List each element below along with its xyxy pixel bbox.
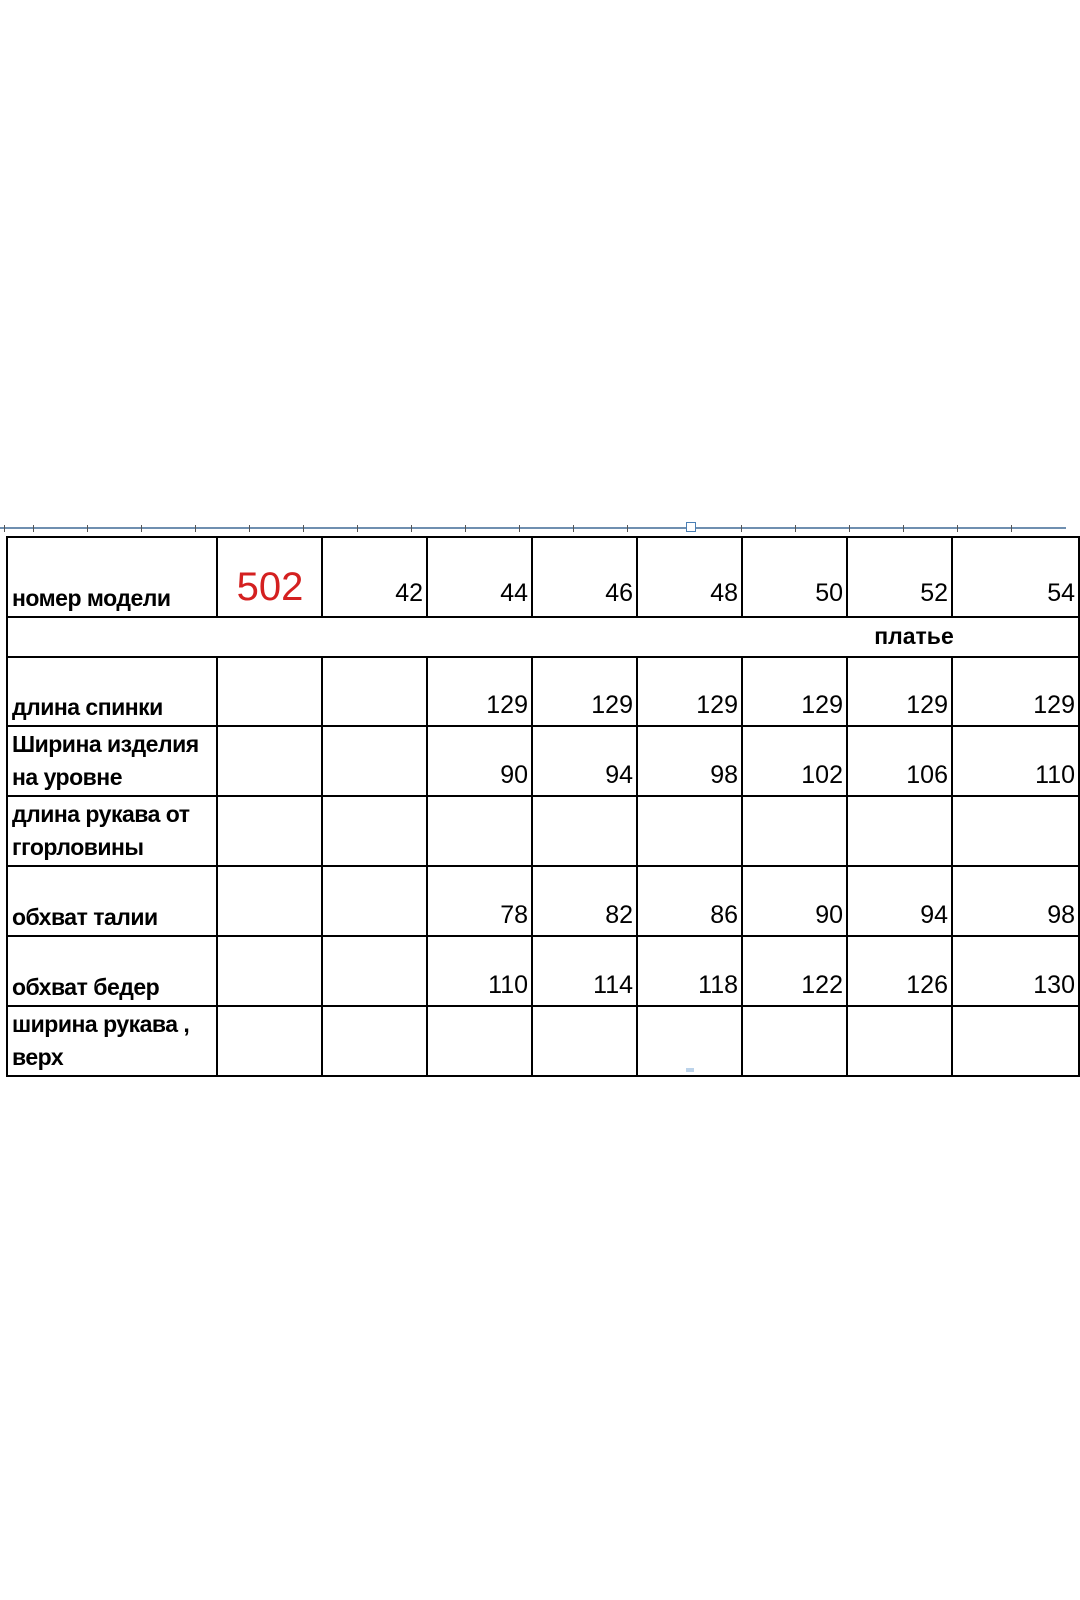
section-title-cell [7, 617, 1079, 657]
table-cell: 126 [847, 936, 952, 1006]
ruler-tick [4, 525, 5, 532]
ruler-tick [357, 525, 358, 532]
table-cell [427, 796, 532, 866]
size-header-cell: 42 [322, 537, 427, 617]
table-row [7, 726, 1079, 796]
measurement-label: ширина рукава , верх [7, 1006, 217, 1076]
table-cell [952, 1006, 1079, 1076]
ruler-tick [903, 525, 904, 532]
measurement-label: длина спинки [7, 657, 217, 726]
table-cell: 118 [637, 936, 742, 1006]
table-cell: 122 [742, 936, 847, 1006]
table-cell: 114 [532, 936, 637, 1006]
spreadsheet-selection-edge [0, 527, 1066, 529]
table-cell: 129 [952, 657, 1079, 726]
ruler-tick [465, 525, 466, 532]
table-row [7, 1006, 1079, 1076]
size-header-cell: 44 [427, 537, 532, 617]
table-cell: 78 [427, 866, 532, 936]
ruler-tick [303, 525, 304, 532]
table-cell: 90 [742, 866, 847, 936]
model-number-label: номер модели [7, 537, 217, 617]
table-cell: 110 [427, 936, 532, 1006]
table-cell [217, 866, 322, 936]
selection-handle[interactable] [686, 522, 696, 532]
table-cell: 82 [532, 866, 637, 936]
table-cell: 129 [427, 657, 532, 726]
table-cell: 98 [637, 726, 742, 796]
table-cell [847, 1006, 952, 1076]
ruler-tick [849, 525, 850, 532]
ruler-tick [795, 525, 796, 532]
size-header-cell: 46 [532, 537, 637, 617]
table-cell [322, 936, 427, 1006]
table-cell [742, 1006, 847, 1076]
table-row [7, 866, 1079, 936]
table-cell [322, 796, 427, 866]
ruler-tick [33, 525, 34, 532]
measurement-label: обхват талии [7, 866, 217, 936]
measurement-label: обхват бедер [7, 936, 217, 1006]
table-cell [532, 1006, 637, 1076]
table-row [7, 796, 1079, 866]
ruler-tick [741, 525, 742, 532]
table-cell [322, 657, 427, 726]
table-cell [427, 1006, 532, 1076]
ruler-tick [519, 525, 520, 532]
ruler-tick [1011, 525, 1012, 532]
table-cell [217, 1006, 322, 1076]
ruler-tick [141, 525, 142, 532]
measurement-label: длина рукава от ггорловины [7, 796, 217, 866]
table-row [7, 936, 1079, 1006]
section-row [7, 617, 1079, 657]
table-cell [217, 796, 322, 866]
table-cell: 129 [847, 657, 952, 726]
table-cell: 94 [847, 866, 952, 936]
table-cell: 86 [637, 866, 742, 936]
size-header-cell: 52 [847, 537, 952, 617]
table-cell: 129 [637, 657, 742, 726]
section-title: платье [874, 623, 954, 649]
table-header-row [7, 537, 1079, 617]
table-cell [322, 866, 427, 936]
table-cell: 129 [532, 657, 637, 726]
table-cell: 130 [952, 936, 1079, 1006]
table-cell [322, 1006, 427, 1076]
table-row [7, 657, 1079, 726]
table-cell: 110 [952, 726, 1079, 796]
ruler-tick [627, 525, 628, 532]
size-header-cell: 48 [637, 537, 742, 617]
table-cell: 129 [742, 657, 847, 726]
ruler-tick [249, 525, 250, 532]
table-cell [847, 796, 952, 866]
table-cell: 94 [532, 726, 637, 796]
table-cell: 102 [742, 726, 847, 796]
size-header-cell: 50 [742, 537, 847, 617]
ruler-tick [195, 525, 196, 532]
table-cell [217, 726, 322, 796]
ruler-tick [411, 525, 412, 532]
ruler-tick [957, 525, 958, 532]
table-cell [637, 796, 742, 866]
table-cell [637, 1006, 742, 1076]
table-cell: 106 [847, 726, 952, 796]
table-cell [952, 796, 1079, 866]
table-cell [217, 936, 322, 1006]
model-number-value: 502 [217, 537, 322, 617]
table-cell [322, 726, 427, 796]
size-header-cell: 54 [952, 537, 1079, 617]
size-chart-table [6, 536, 1080, 1077]
table-cell: 98 [952, 866, 1079, 936]
ruler-tick [573, 525, 574, 532]
table-cell [217, 657, 322, 726]
measurement-label: Ширина изделия на уровне [7, 726, 217, 796]
ruler-tick [87, 525, 88, 532]
table-cell: 90 [427, 726, 532, 796]
table-cell [532, 796, 637, 866]
table-cell [742, 796, 847, 866]
